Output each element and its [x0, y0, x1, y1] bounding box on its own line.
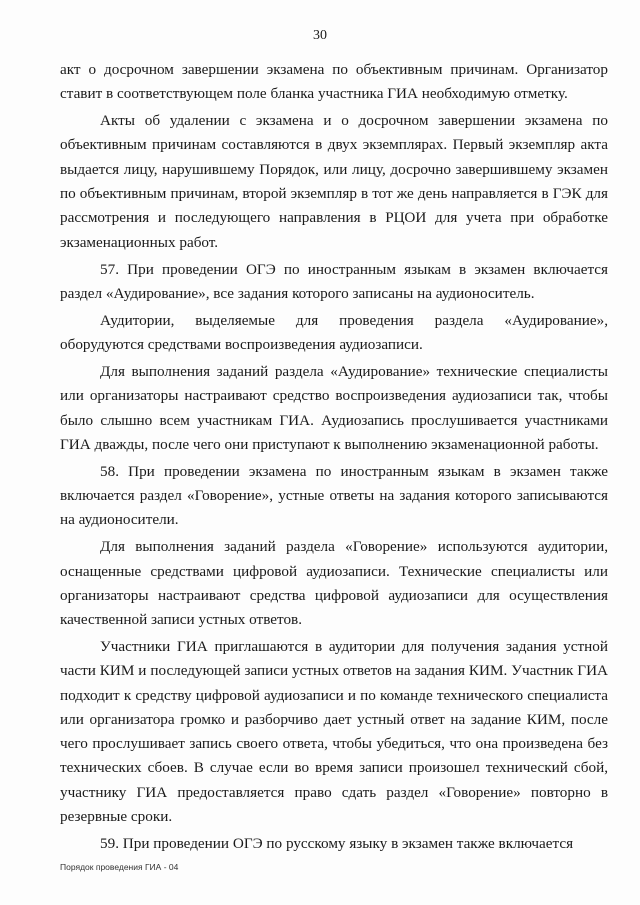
paragraph-59: 59. При проведении ОГЭ по русскому языку в экзамен также включается	[100, 834, 574, 852]
paragraph-acts: Акты об удалении с экзамена и о досрочном завершении экзамена по объективным причинам составляются в двух экземплярах. Первый экземпляр акта выдается лицу, нарушившему Порядок, или лицу, досрочно завершившему экзамен по объективным причинам, второй экземпляр в тот же день направляется в ГЭК для рассмотрения и последующего направления в РЦОИ для учета при обработке экзаменационных работ.	[60, 112, 608, 251]
paragraph-auditoriums: Аудитории, выделяемые для проведения раздела «Аудирование», оборудуются средствами воспроизведения аудиозаписи.	[60, 311, 608, 354]
paragraph-57: 57. При проведении ОГЭ по иностранным языкам в экзамен включается раздел «Аудирование», все задания которого записаны на аудионоситель.	[60, 260, 608, 302]
paragraph-speaking-procedure: Участники ГИА приглашаются в аудитории для получения задания устной части КИМ и последующей записи устных ответов на задания КИМ. Участник ГИА подходит к средству цифровой аудиозаписи и по команде технического специалиста или организатора громко и разборчиво дает устный ответ на задание КИМ, после чего прослушивает запись своего ответа, чтобы убедиться, что она произведена без технических сбоев. В случае если во время записи произошел технический сбой, участнику ГИА предоставляется право сдать раздел «Говорение» повторно в резервные сроки.	[60, 637, 608, 826]
paragraph-listening-setup: Для выполнения заданий раздела «Аудирование» технические специалисты или организаторы настраивают средство воспроизведения аудиозаписи так, чтобы было слышно всем участникам ГИА. Аудиозапись прослушивается участниками ГИА дважды, после чего они приступают к выполнению экзаменационной работы.	[60, 362, 608, 453]
page-footer: Порядок проведения ГИА - 04	[60, 862, 179, 872]
page-number: 30	[313, 28, 327, 43]
paragraph-speaking-rooms: Для выполнения заданий раздела «Говорение» используются аудитории, оснащенные средствами цифровой аудиозаписи. Технические специалисты или организаторы настраивают средства цифровой аудиозаписи для осуществления качественной записи устных ответов.	[60, 538, 608, 629]
paragraph-58: 58. При проведении экзамена по иностранным языкам в экзамен также включается раздел «Говорение», устные ответы на задания которого записываются на аудионосители.	[60, 462, 608, 529]
paragraph-continued: акт о досрочном завершении экзамена по объективным причинам. Организатор ставит в соответствующем поле бланка участника ГИА необходимую отметку.	[60, 61, 608, 103]
body-text	[60, 58, 608, 859]
